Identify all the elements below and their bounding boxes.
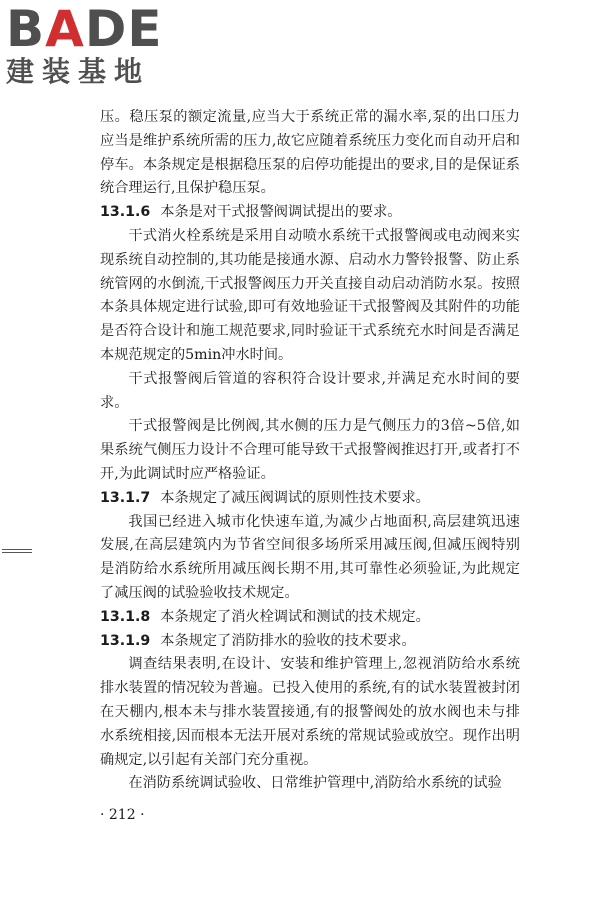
clause-number: 13.1.9 <box>100 632 151 649</box>
body-paragraph: 干式消火栓系统是采用自动喷水系统干式报警阀或电动阀来实现系统自动控制的,其功能是接通水源、启动水力警铃报警、防止系统管网的水倒流,干式报警阀压力开关直接自动启动消防水泵。按照本条具体规定进行试验,即可有效地验证干式报警阀及其附件的功能是否符合设计和施工规范要求,同时验证干式系统充水时间是否满足本规范规定的5min冲水时间。 <box>100 227 520 363</box>
clause-text: 本条规定了消火栓调试和测试的技术规定。 <box>160 608 430 625</box>
clause-number: 13.1.7 <box>100 489 151 506</box>
clause-number: 13.1.6 <box>100 204 151 221</box>
clause-heading <box>100 487 520 511</box>
body-paragraph: 压。稳压泵的额定流量,应当大于系统正常的漏水率,泵的出口压力应当是维护系统所需的压力,故它应随着系统压力变化而自动开启和停车。本条规定是根据稳压泵的启停功能提出的要求,目的是保证系统合理运行,且保护稳压泵。 <box>100 109 520 197</box>
brand-logo <box>6 0 181 88</box>
clause-heading <box>100 630 520 654</box>
body-paragraph: 在消防系统调试验收、日常维护管理中,消防给水系统的试验 <box>128 775 502 792</box>
clause-text: 本条规定了减压阀调试的原则性技术要求。 <box>160 489 430 506</box>
clause-text: 本条是对干式报警阀调试提出的要求。 <box>160 204 402 221</box>
page-body <box>100 106 520 796</box>
clause-heading <box>100 201 520 225</box>
clause-text: 本条规定了消防排水的验收的技术要求。 <box>160 632 416 649</box>
clause-heading <box>100 606 520 630</box>
clause-number: 13.1.8 <box>100 608 151 625</box>
body-paragraph: 调查结果表明,在设计、安装和维护管理上,忽视消防给水系统排水装置的情况较为普遍。已投入使用的系统,有的试水装置被封闭在天棚内,根本未与排水装置接通,有的报警阀处的放水阀也未与排水系统相接,因而根本无法开展对系统的常规试验或放空。现作出明确规定,以引起有关部门充分重视。 <box>100 656 520 768</box>
body-paragraph: 干式报警阀是比例阀,其水侧的压力是气侧压力的3倍~5倍,如果系统气侧压力设计不合理可能导致干式报警阀推迟打开,或者打不开,为此调试时应严格验证。 <box>100 418 520 482</box>
page-number: · 212 · <box>100 807 145 823</box>
body-paragraph: 我国已经进入城市化快速车道,为减少占地面积,高层建筑迅速发展,在高层建筑内为节省空间很多场所采用减压阀,但减压阀特别是消防给水系统所用减压阀长期不用,其可靠性必须验证,为此规定了减压阀的试验验收技术规定。 <box>100 513 520 601</box>
logo-subtitle: 建装基地 <box>6 55 151 88</box>
margin-mark <box>2 549 32 555</box>
body-paragraph: 干式报警阀后管道的容积符合设计要求,并满足充水时间的要求。 <box>100 370 520 411</box>
logo-wordmark: BADE <box>6 0 163 58</box>
